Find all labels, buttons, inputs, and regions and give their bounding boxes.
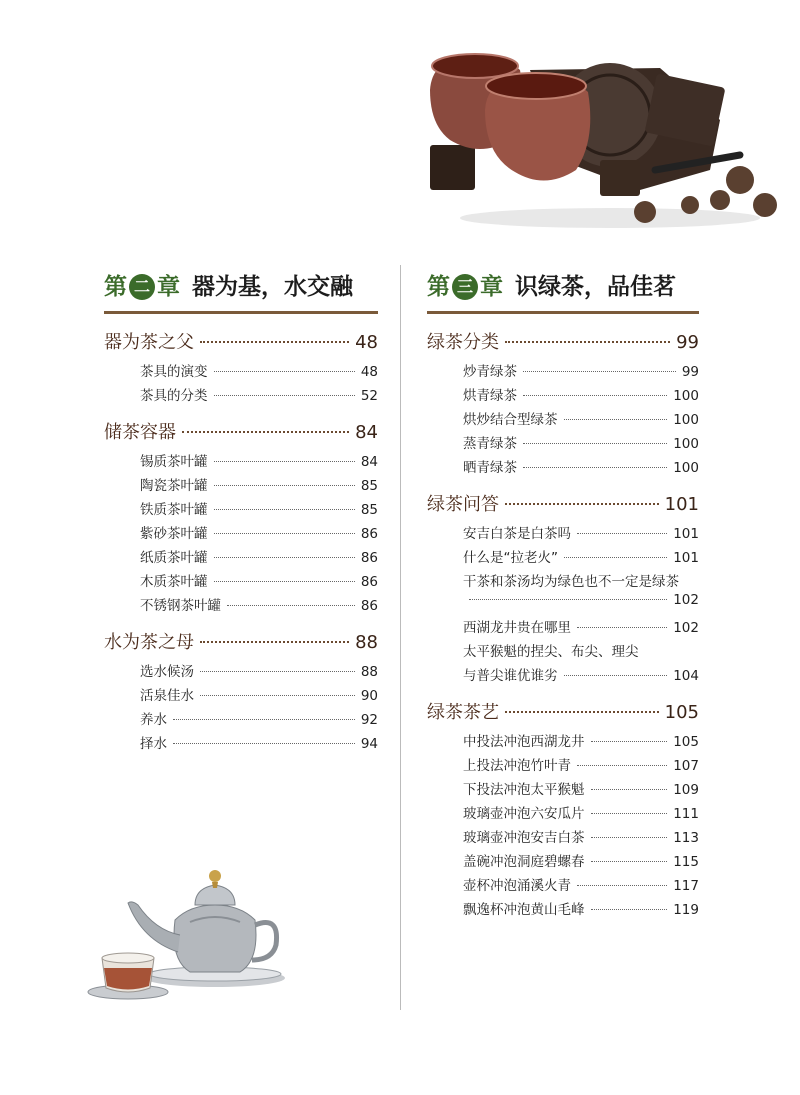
toc-item-line-one[interactable]: [463, 640, 699, 660]
item-title: 紫砂茶叶罐: [140, 526, 208, 542]
item-title: 烘炒结合型绿茶: [463, 412, 558, 428]
toc-item[interactable]: [463, 522, 699, 542]
leader-dots: [173, 719, 355, 720]
item-page: 102: [673, 620, 699, 636]
leader-dots: [564, 557, 667, 558]
item-title: 西湖龙井贵在哪里: [463, 620, 571, 636]
toc-item[interactable]: [463, 754, 699, 774]
leader-dots: [577, 627, 667, 628]
item-title: 下投法冲泡太平猴魁: [463, 782, 585, 798]
item-page: 94: [360, 736, 378, 752]
item-title: 养水: [140, 712, 167, 728]
section-page: 99: [676, 332, 699, 353]
chapter-prefix: 第: [427, 273, 450, 300]
leader-dots: [214, 395, 355, 396]
leader-dots: [173, 743, 355, 744]
toc-item-line-two[interactable]: [463, 592, 699, 608]
leader-dots: [505, 711, 659, 713]
toc-item[interactable]: [140, 474, 378, 494]
section-page: 101: [664, 494, 699, 515]
toc-item[interactable]: [463, 408, 699, 428]
item-title: 玻璃壶冲泡安吉白茶: [463, 830, 585, 846]
item-page: 115: [673, 854, 699, 870]
toc-item[interactable]: [140, 360, 378, 380]
toc-item[interactable]: [140, 594, 378, 614]
item-title: 安吉白茶是白茶吗: [463, 526, 571, 542]
toc-item[interactable]: [140, 570, 378, 590]
section-page: 105: [664, 702, 699, 723]
item-page: 100: [673, 436, 699, 452]
chapter-name: 器为基，水交融: [192, 273, 353, 300]
item-page: 104: [673, 668, 699, 684]
leader-dots: [577, 885, 667, 886]
tea-cups-illustration: [420, 40, 790, 240]
item-page: 117: [673, 878, 699, 894]
item-page: 86: [360, 598, 378, 614]
toc-section[interactable]: [427, 490, 699, 516]
item-page: 92: [360, 712, 378, 728]
item-title: 锡质茶叶罐: [140, 454, 208, 470]
leader-dots: [469, 599, 667, 600]
toc-item[interactable]: [463, 874, 699, 894]
item-page: 85: [360, 478, 378, 494]
section-title: 绿茶茶艺: [427, 702, 499, 723]
item-title: 铁质茶叶罐: [140, 502, 208, 518]
toc-item[interactable]: [140, 450, 378, 470]
leader-dots: [523, 395, 667, 396]
item-page: 101: [673, 550, 699, 566]
item-title: 飘逸杯冲泡黄山毛峰: [463, 902, 585, 918]
leader-dots: [591, 789, 668, 790]
item-title: 茶具的演变: [140, 364, 208, 380]
leader-dots: [182, 431, 349, 433]
toc-item[interactable]: [140, 660, 378, 680]
toc-item[interactable]: [140, 384, 378, 404]
item-title: 上投法冲泡竹叶青: [463, 758, 571, 774]
item-page: 111: [673, 806, 699, 822]
toc-section[interactable]: [427, 328, 699, 354]
leader-dots: [591, 813, 668, 814]
leader-dots: [214, 581, 355, 582]
leader-dots: [227, 605, 355, 606]
item-title: 盖碗冲泡洞庭碧螺春: [463, 854, 585, 870]
leader-dots: [200, 695, 355, 696]
item-title: 择水: [140, 736, 167, 752]
toc-item[interactable]: [463, 802, 699, 822]
item-page: 48: [360, 364, 378, 380]
toc-section[interactable]: [104, 628, 378, 654]
leader-dots: [523, 371, 676, 372]
item-page: 100: [673, 388, 699, 404]
item-title: 陶瓷茶叶罐: [140, 478, 208, 494]
leader-dots: [523, 443, 667, 444]
toc-section[interactable]: [104, 418, 378, 444]
section-title: 绿茶问答: [427, 494, 499, 515]
chapter-two-title: [104, 268, 353, 301]
toc-item[interactable]: [140, 732, 378, 752]
item-page: 84: [360, 454, 378, 470]
column-divider: [400, 265, 401, 1010]
chapter-number-badge: 二: [129, 274, 155, 300]
item-page: 99: [681, 364, 699, 380]
leader-dots: [523, 467, 667, 468]
section-title: 水为茶之母: [104, 632, 194, 653]
toc-item-line-two[interactable]: [463, 664, 699, 684]
item-title: 蒸青绿茶: [463, 436, 517, 452]
toc-item[interactable]: [463, 616, 699, 636]
toc-item[interactable]: [463, 778, 699, 798]
leader-dots: [214, 461, 355, 462]
teapot-illustration: [80, 860, 290, 1010]
leader-dots: [591, 837, 668, 838]
item-page: 100: [673, 460, 699, 476]
item-page: 109: [673, 782, 699, 798]
toc-item[interactable]: [463, 456, 699, 476]
toc-item[interactable]: [463, 730, 699, 750]
item-page: 113: [673, 830, 699, 846]
item-page: 100: [673, 412, 699, 428]
item-title: 纸质茶叶罐: [140, 550, 208, 566]
leader-dots: [214, 557, 355, 558]
section-title: 绿茶分类: [427, 332, 499, 353]
chapter-suffix: 章: [480, 273, 503, 300]
leader-dots: [214, 533, 355, 534]
item-page: 86: [360, 526, 378, 542]
section-title: 储茶容器: [104, 422, 176, 443]
leader-dots: [505, 341, 670, 343]
leader-dots: [200, 341, 349, 343]
item-title: 活泉佳水: [140, 688, 194, 704]
item-title: 中投法冲泡西湖龙井: [463, 734, 585, 750]
toc-item[interactable]: [463, 898, 699, 918]
item-title: 玻璃壶冲泡六安瓜片: [463, 806, 585, 822]
item-title: 什么是“拉老火”: [463, 550, 558, 566]
item-title: 干茶和茶汤均为绿色也不一定是绿茶: [463, 574, 679, 590]
toc-item[interactable]: [463, 826, 699, 846]
toc-item[interactable]: [463, 546, 699, 566]
toc-item-line-one[interactable]: [463, 570, 699, 590]
item-page: 86: [360, 574, 378, 590]
section-title: 器为茶之父: [104, 332, 194, 353]
toc-item[interactable]: [140, 498, 378, 518]
item-title: 炒青绿茶: [463, 364, 517, 380]
leader-dots: [200, 641, 349, 643]
item-title: 不锈钢茶叶罐: [140, 598, 221, 614]
chapter-rule: [104, 311, 378, 314]
section-page: 84: [355, 422, 378, 443]
item-page: 107: [673, 758, 699, 774]
toc-item[interactable]: [463, 432, 699, 452]
toc-item[interactable]: [463, 360, 699, 380]
item-title: 晒青绿茶: [463, 460, 517, 476]
chapter-prefix: 第: [104, 273, 127, 300]
item-page: 102: [673, 592, 699, 608]
section-page: 48: [355, 332, 378, 353]
item-title: 木质茶叶罐: [140, 574, 208, 590]
leader-dots: [564, 675, 668, 676]
leader-dots: [591, 909, 668, 910]
leader-dots: [577, 533, 667, 534]
toc-item[interactable]: [140, 522, 378, 542]
leader-dots: [214, 485, 355, 486]
section-page: 88: [355, 632, 378, 653]
toc-item[interactable]: [463, 850, 699, 870]
item-title: 壶杯冲泡涌溪火青: [463, 878, 571, 894]
leader-dots: [591, 861, 668, 862]
item-title: 与普尖谁优谁劣: [463, 668, 558, 684]
toc-section[interactable]: [427, 698, 699, 724]
chapter-rule: [427, 311, 699, 314]
chapter-name: 识绿茶，品佳茗: [515, 273, 676, 300]
leader-dots: [564, 419, 668, 420]
leader-dots: [505, 503, 659, 505]
item-title: 选水候汤: [140, 664, 194, 680]
leader-dots: [200, 671, 355, 672]
leader-dots: [214, 509, 355, 510]
item-title: 茶具的分类: [140, 388, 208, 404]
item-page: 101: [673, 526, 699, 542]
item-page: 105: [673, 734, 699, 750]
item-title: 烘青绿茶: [463, 388, 517, 404]
item-page: 85: [360, 502, 378, 518]
toc-section[interactable]: [104, 328, 378, 354]
toc-item[interactable]: [463, 384, 699, 404]
item-page: 86: [360, 550, 378, 566]
item-page: 88: [360, 664, 378, 680]
leader-dots: [577, 765, 667, 766]
toc-item[interactable]: [140, 708, 378, 728]
toc-item[interactable]: [140, 684, 378, 704]
leader-dots: [214, 371, 355, 372]
item-page: 119: [673, 902, 699, 918]
toc-item[interactable]: [140, 546, 378, 566]
chapter-three-title: [427, 268, 676, 301]
item-page: 90: [360, 688, 378, 704]
chapter-suffix: 章: [157, 273, 180, 300]
item-page: 52: [360, 388, 378, 404]
leader-dots: [591, 741, 668, 742]
chapter-number-badge: 三: [452, 274, 478, 300]
item-title: 太平猴魁的捏尖、布尖、理尖: [463, 644, 639, 660]
